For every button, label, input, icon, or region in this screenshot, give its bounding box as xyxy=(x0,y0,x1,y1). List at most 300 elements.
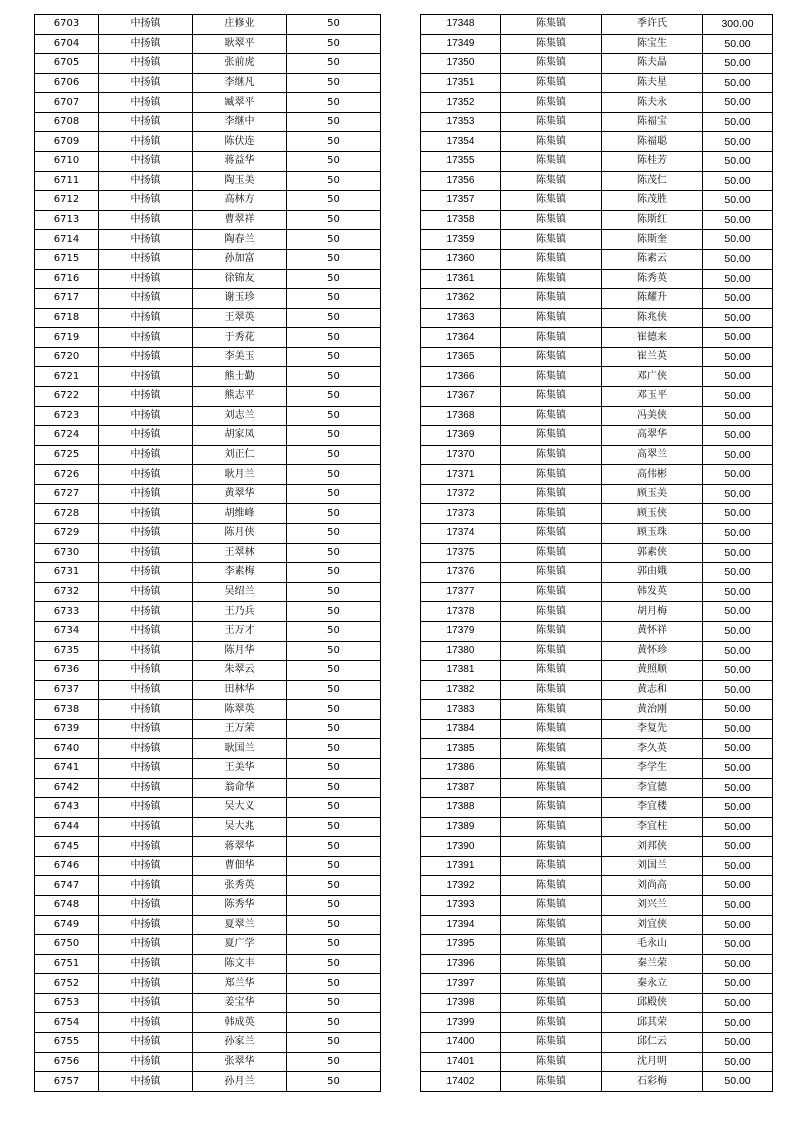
amount-cell: 50 xyxy=(287,191,381,211)
serial-number-cell: 6709 xyxy=(35,132,99,152)
table-row xyxy=(35,249,381,269)
town-cell: 陈集镇 xyxy=(501,152,602,172)
table-row xyxy=(421,504,773,524)
amount-cell: 50.00 xyxy=(703,563,773,583)
name-cell: 李宜柱 xyxy=(602,817,703,837)
serial-number-cell: 17402 xyxy=(421,1072,501,1092)
amount-cell: 50 xyxy=(287,563,381,583)
amount-cell: 50 xyxy=(287,915,381,935)
town-cell: 陈集镇 xyxy=(501,641,602,661)
town-cell: 陈集镇 xyxy=(501,1013,602,1033)
table-row xyxy=(421,856,773,876)
name-cell: 陈秀华 xyxy=(193,896,287,916)
town-cell: 陈集镇 xyxy=(501,700,602,720)
serial-number-cell: 17377 xyxy=(421,582,501,602)
table-row xyxy=(35,739,381,759)
serial-number-cell: 6751 xyxy=(35,954,99,974)
table-row xyxy=(421,406,773,426)
town-cell: 陈集镇 xyxy=(501,73,602,93)
serial-number-cell: 17356 xyxy=(421,171,501,191)
table-row xyxy=(421,152,773,172)
serial-number-cell: 17380 xyxy=(421,641,501,661)
town-cell: 陈集镇 xyxy=(501,798,602,818)
amount-cell: 50 xyxy=(287,837,381,857)
amount-cell: 50 xyxy=(287,112,381,132)
serial-number-cell: 6756 xyxy=(35,1052,99,1072)
town-cell: 陈集镇 xyxy=(501,269,602,289)
name-cell: 黄治刚 xyxy=(602,700,703,720)
town-cell: 陈集镇 xyxy=(501,719,602,739)
serial-number-cell: 17365 xyxy=(421,347,501,367)
table-row xyxy=(421,837,773,857)
amount-cell: 50 xyxy=(287,1072,381,1092)
serial-number-cell: 17389 xyxy=(421,817,501,837)
table-row xyxy=(35,778,381,798)
town-cell: 陈集镇 xyxy=(501,837,602,857)
name-cell: 邓玉平 xyxy=(602,386,703,406)
table-row xyxy=(421,758,773,778)
amount-cell: 50 xyxy=(287,347,381,367)
table-row xyxy=(35,1013,381,1033)
town-cell: 中扬镇 xyxy=(99,269,193,289)
serial-number-cell: 6739 xyxy=(35,719,99,739)
amount-cell: 50.00 xyxy=(703,191,773,211)
name-cell: 庄修业 xyxy=(193,15,287,35)
town-cell: 陈集镇 xyxy=(501,602,602,622)
serial-number-cell: 17379 xyxy=(421,621,501,641)
amount-cell: 50.00 xyxy=(703,798,773,818)
town-cell: 中扬镇 xyxy=(99,915,193,935)
town-cell: 陈集镇 xyxy=(501,974,602,994)
name-cell: 孙家兰 xyxy=(193,1033,287,1053)
town-cell: 中扬镇 xyxy=(99,680,193,700)
serial-number-cell: 17396 xyxy=(421,954,501,974)
name-cell: 张翠华 xyxy=(193,1052,287,1072)
amount-cell: 50 xyxy=(287,171,381,191)
serial-number-cell: 6752 xyxy=(35,974,99,994)
table-row xyxy=(35,680,381,700)
table-row xyxy=(421,132,773,152)
serial-number-cell: 6734 xyxy=(35,621,99,641)
amount-cell: 50 xyxy=(287,856,381,876)
amount-cell: 50 xyxy=(287,269,381,289)
table-row xyxy=(421,621,773,641)
serial-number-cell: 17362 xyxy=(421,289,501,309)
town-cell: 中扬镇 xyxy=(99,817,193,837)
name-cell: 黄翠华 xyxy=(193,484,287,504)
name-cell: 陈兆侠 xyxy=(602,308,703,328)
town-cell: 陈集镇 xyxy=(501,328,602,348)
serial-number-cell: 17361 xyxy=(421,269,501,289)
name-cell: 胡月梅 xyxy=(602,602,703,622)
serial-number-cell: 17354 xyxy=(421,132,501,152)
amount-cell: 50.00 xyxy=(703,1072,773,1092)
name-cell: 陈翠英 xyxy=(193,700,287,720)
table-row xyxy=(35,915,381,935)
amount-cell: 50 xyxy=(287,210,381,230)
town-cell: 中扬镇 xyxy=(99,739,193,759)
amount-cell: 50.00 xyxy=(703,817,773,837)
amount-cell: 50.00 xyxy=(703,974,773,994)
serial-number-cell: 6710 xyxy=(35,152,99,172)
table-row xyxy=(421,543,773,563)
serial-number-cell: 6728 xyxy=(35,504,99,524)
town-cell: 中扬镇 xyxy=(99,1013,193,1033)
serial-number-cell: 6706 xyxy=(35,73,99,93)
amount-cell: 50.00 xyxy=(703,34,773,54)
serial-number-cell: 17381 xyxy=(421,661,501,681)
amount-cell: 50.00 xyxy=(703,700,773,720)
right-table-body xyxy=(421,15,773,1092)
serial-number-cell: 6755 xyxy=(35,1033,99,1053)
name-cell: 陈福聪 xyxy=(602,132,703,152)
name-cell: 王乃兵 xyxy=(193,602,287,622)
serial-number-cell: 6746 xyxy=(35,856,99,876)
amount-cell: 50.00 xyxy=(703,132,773,152)
town-cell: 中扬镇 xyxy=(99,289,193,309)
table-row xyxy=(35,152,381,172)
serial-number-cell: 6742 xyxy=(35,778,99,798)
table-row xyxy=(421,445,773,465)
amount-cell: 50 xyxy=(287,308,381,328)
amount-cell: 50 xyxy=(287,739,381,759)
amount-cell: 50 xyxy=(287,798,381,818)
table-row xyxy=(421,896,773,916)
table-row xyxy=(35,817,381,837)
table-row xyxy=(421,249,773,269)
serial-number-cell: 17394 xyxy=(421,915,501,935)
town-cell: 陈集镇 xyxy=(501,249,602,269)
town-cell: 中扬镇 xyxy=(99,856,193,876)
town-cell: 中扬镇 xyxy=(99,15,193,35)
name-cell: 陈夫永 xyxy=(602,93,703,113)
name-cell: 于秀花 xyxy=(193,328,287,348)
table-row xyxy=(421,1033,773,1053)
town-cell: 中扬镇 xyxy=(99,758,193,778)
town-cell: 中扬镇 xyxy=(99,504,193,524)
amount-cell: 50.00 xyxy=(703,543,773,563)
serial-number-cell: 17401 xyxy=(421,1052,501,1072)
table-row xyxy=(35,367,381,387)
table-row xyxy=(421,935,773,955)
town-cell: 陈集镇 xyxy=(501,54,602,74)
amount-cell: 50.00 xyxy=(703,308,773,328)
name-cell: 刘兴兰 xyxy=(602,896,703,916)
town-cell: 陈集镇 xyxy=(501,876,602,896)
table-row xyxy=(35,210,381,230)
amount-cell: 50.00 xyxy=(703,112,773,132)
serial-number-cell: 6714 xyxy=(35,230,99,250)
serial-number-cell: 6727 xyxy=(35,484,99,504)
table-row xyxy=(35,856,381,876)
name-cell: 李素梅 xyxy=(193,563,287,583)
name-cell: 李宜德 xyxy=(602,778,703,798)
amount-cell: 50.00 xyxy=(703,484,773,504)
amount-cell: 50 xyxy=(287,406,381,426)
serial-number-cell: 6726 xyxy=(35,465,99,485)
town-cell: 中扬镇 xyxy=(99,386,193,406)
name-cell: 顾玉珠 xyxy=(602,524,703,544)
amount-cell: 50.00 xyxy=(703,915,773,935)
table-row xyxy=(421,876,773,896)
town-cell: 陈集镇 xyxy=(501,191,602,211)
table-row xyxy=(421,915,773,935)
name-cell: 胡家凤 xyxy=(193,426,287,446)
town-cell: 中扬镇 xyxy=(99,543,193,563)
serial-number-cell: 6740 xyxy=(35,739,99,759)
name-cell: 李美玉 xyxy=(193,347,287,367)
table-row xyxy=(421,1052,773,1072)
town-cell: 中扬镇 xyxy=(99,308,193,328)
amount-cell: 50 xyxy=(287,93,381,113)
table-row xyxy=(35,543,381,563)
serial-number-cell: 6717 xyxy=(35,289,99,309)
amount-cell: 50.00 xyxy=(703,465,773,485)
serial-number-cell: 6704 xyxy=(35,34,99,54)
serial-number-cell: 6757 xyxy=(35,1072,99,1092)
town-cell: 中扬镇 xyxy=(99,974,193,994)
table-row xyxy=(421,778,773,798)
serial-number-cell: 6719 xyxy=(35,328,99,348)
left-table xyxy=(34,14,381,1092)
town-cell: 中扬镇 xyxy=(99,465,193,485)
amount-cell: 50.00 xyxy=(703,954,773,974)
amount-cell: 300.00 xyxy=(703,15,773,35)
town-cell: 中扬镇 xyxy=(99,93,193,113)
name-cell: 吴绍兰 xyxy=(193,582,287,602)
town-cell: 陈集镇 xyxy=(501,367,602,387)
town-cell: 陈集镇 xyxy=(501,896,602,916)
amount-cell: 50.00 xyxy=(703,680,773,700)
town-cell: 陈集镇 xyxy=(501,132,602,152)
serial-number-cell: 17352 xyxy=(421,93,501,113)
table-row xyxy=(421,484,773,504)
serial-number-cell: 17363 xyxy=(421,308,501,328)
table-row xyxy=(421,328,773,348)
name-cell: 吴大兆 xyxy=(193,817,287,837)
table-row xyxy=(421,269,773,289)
table-row xyxy=(421,700,773,720)
town-cell: 陈集镇 xyxy=(501,954,602,974)
town-cell: 陈集镇 xyxy=(501,504,602,524)
table-row xyxy=(35,132,381,152)
town-cell: 陈集镇 xyxy=(501,308,602,328)
table-row xyxy=(35,484,381,504)
name-cell: 崔德来 xyxy=(602,328,703,348)
table-row xyxy=(421,54,773,74)
table-row xyxy=(35,758,381,778)
amount-cell: 50 xyxy=(287,661,381,681)
amount-cell: 50 xyxy=(287,15,381,35)
town-cell: 陈集镇 xyxy=(501,15,602,35)
town-cell: 中扬镇 xyxy=(99,876,193,896)
town-cell: 中扬镇 xyxy=(99,406,193,426)
serial-number-cell: 6753 xyxy=(35,993,99,1013)
serial-number-cell: 17358 xyxy=(421,210,501,230)
name-cell: 朱翠云 xyxy=(193,661,287,681)
name-cell: 王美华 xyxy=(193,758,287,778)
amount-cell: 50 xyxy=(287,700,381,720)
serial-number-cell: 6703 xyxy=(35,15,99,35)
serial-number-cell: 17371 xyxy=(421,465,501,485)
name-cell: 夏广学 xyxy=(193,935,287,955)
amount-cell: 50.00 xyxy=(703,641,773,661)
amount-cell: 50.00 xyxy=(703,230,773,250)
table-row xyxy=(35,935,381,955)
name-cell: 高翠兰 xyxy=(602,445,703,465)
table-row xyxy=(35,641,381,661)
table-row xyxy=(421,974,773,994)
amount-cell: 50 xyxy=(287,484,381,504)
serial-number-cell: 6713 xyxy=(35,210,99,230)
table-row xyxy=(35,465,381,485)
amount-cell: 50 xyxy=(287,817,381,837)
amount-cell: 50 xyxy=(287,1052,381,1072)
amount-cell: 50.00 xyxy=(703,328,773,348)
amount-cell: 50 xyxy=(287,328,381,348)
serial-number-cell: 17387 xyxy=(421,778,501,798)
town-cell: 中扬镇 xyxy=(99,621,193,641)
town-cell: 中扬镇 xyxy=(99,171,193,191)
town-cell: 陈集镇 xyxy=(501,386,602,406)
name-cell: 陈月侠 xyxy=(193,524,287,544)
serial-number-cell: 17392 xyxy=(421,876,501,896)
serial-number-cell: 17370 xyxy=(421,445,501,465)
amount-cell: 50.00 xyxy=(703,524,773,544)
town-cell: 中扬镇 xyxy=(99,798,193,818)
table-row xyxy=(35,269,381,289)
serial-number-cell: 6724 xyxy=(35,426,99,446)
serial-number-cell: 6733 xyxy=(35,602,99,622)
serial-number-cell: 17357 xyxy=(421,191,501,211)
name-cell: 王翠英 xyxy=(193,308,287,328)
town-cell: 中扬镇 xyxy=(99,524,193,544)
town-cell: 陈集镇 xyxy=(501,289,602,309)
amount-cell: 50 xyxy=(287,876,381,896)
serial-number-cell: 17349 xyxy=(421,34,501,54)
name-cell: 张秀英 xyxy=(193,876,287,896)
name-cell: 夏翠兰 xyxy=(193,915,287,935)
name-cell: 耿翠平 xyxy=(193,34,287,54)
name-cell: 陈文丰 xyxy=(193,954,287,974)
name-cell: 田林华 xyxy=(193,680,287,700)
serial-number-cell: 17398 xyxy=(421,993,501,1013)
table-row xyxy=(421,465,773,485)
amount-cell: 50 xyxy=(287,543,381,563)
table-row xyxy=(421,680,773,700)
name-cell: 黄怀珍 xyxy=(602,641,703,661)
left-table-body xyxy=(35,15,381,1092)
town-cell: 陈集镇 xyxy=(501,347,602,367)
amount-cell: 50.00 xyxy=(703,93,773,113)
town-cell: 陈集镇 xyxy=(501,680,602,700)
name-cell: 刘国兰 xyxy=(602,856,703,876)
town-cell: 中扬镇 xyxy=(99,778,193,798)
table-row xyxy=(35,426,381,446)
serial-number-cell: 17399 xyxy=(421,1013,501,1033)
town-cell: 中扬镇 xyxy=(99,34,193,54)
name-cell: 邓广侠 xyxy=(602,367,703,387)
serial-number-cell: 6708 xyxy=(35,112,99,132)
table-row xyxy=(35,34,381,54)
table-row xyxy=(35,504,381,524)
town-cell: 中扬镇 xyxy=(99,230,193,250)
name-cell: 李继凡 xyxy=(193,73,287,93)
name-cell: 陈夫星 xyxy=(602,73,703,93)
serial-number-cell: 6738 xyxy=(35,700,99,720)
name-cell: 王万荣 xyxy=(193,719,287,739)
name-cell: 臧翠平 xyxy=(193,93,287,113)
table-row xyxy=(421,661,773,681)
town-cell: 陈集镇 xyxy=(501,778,602,798)
serial-number-cell: 17375 xyxy=(421,543,501,563)
town-cell: 陈集镇 xyxy=(501,661,602,681)
name-cell: 胡维峰 xyxy=(193,504,287,524)
serial-number-cell: 6749 xyxy=(35,915,99,935)
town-cell: 中扬镇 xyxy=(99,73,193,93)
table-row xyxy=(35,15,381,35)
amount-cell: 50 xyxy=(287,386,381,406)
amount-cell: 50.00 xyxy=(703,719,773,739)
name-cell: 熊士勤 xyxy=(193,367,287,387)
town-cell: 陈集镇 xyxy=(501,93,602,113)
serial-number-cell: 6707 xyxy=(35,93,99,113)
table-row xyxy=(35,837,381,857)
amount-cell: 50 xyxy=(287,778,381,798)
table-row xyxy=(421,308,773,328)
table-row xyxy=(35,993,381,1013)
table-row xyxy=(35,347,381,367)
serial-number-cell: 17391 xyxy=(421,856,501,876)
table-row xyxy=(421,289,773,309)
town-cell: 陈集镇 xyxy=(501,406,602,426)
serial-number-cell: 17388 xyxy=(421,798,501,818)
town-cell: 陈集镇 xyxy=(501,739,602,759)
table-row xyxy=(35,563,381,583)
table-row xyxy=(35,73,381,93)
town-cell: 中扬镇 xyxy=(99,132,193,152)
table-row xyxy=(35,1033,381,1053)
name-cell: 陈茂仁 xyxy=(602,171,703,191)
name-cell: 邱仁云 xyxy=(602,1033,703,1053)
town-cell: 中扬镇 xyxy=(99,582,193,602)
amount-cell: 50.00 xyxy=(703,406,773,426)
name-cell: 黄怀祥 xyxy=(602,621,703,641)
town-cell: 陈集镇 xyxy=(501,524,602,544)
amount-cell: 50 xyxy=(287,230,381,250)
amount-cell: 50 xyxy=(287,54,381,74)
amount-cell: 50 xyxy=(287,974,381,994)
serial-number-cell: 17384 xyxy=(421,719,501,739)
amount-cell: 50.00 xyxy=(703,1033,773,1053)
table-row xyxy=(35,289,381,309)
table-row xyxy=(421,210,773,230)
serial-number-cell: 6730 xyxy=(35,543,99,563)
name-cell: 曹翠祥 xyxy=(193,210,287,230)
amount-cell: 50.00 xyxy=(703,582,773,602)
serial-number-cell: 17390 xyxy=(421,837,501,857)
table-row xyxy=(35,308,381,328)
serial-number-cell: 6732 xyxy=(35,582,99,602)
serial-number-cell: 17374 xyxy=(421,524,501,544)
table-row xyxy=(35,191,381,211)
name-cell: 陈福宝 xyxy=(602,112,703,132)
table-row xyxy=(421,34,773,54)
amount-cell: 50 xyxy=(287,152,381,172)
serial-number-cell: 6744 xyxy=(35,817,99,837)
town-cell: 中扬镇 xyxy=(99,641,193,661)
serial-number-cell: 17359 xyxy=(421,230,501,250)
